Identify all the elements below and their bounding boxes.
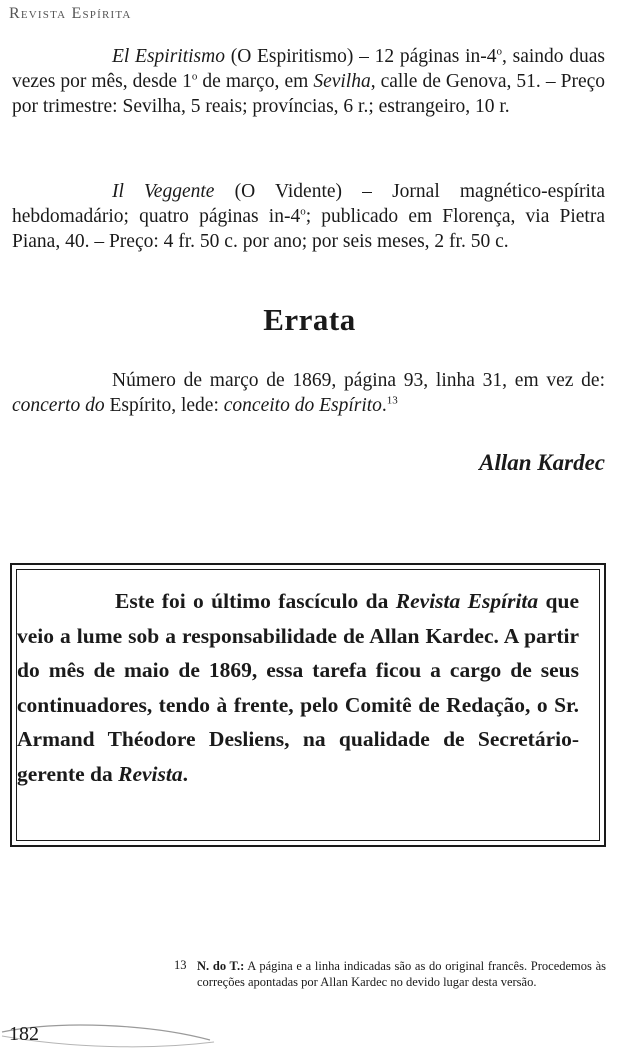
signature: Allan Kardec [479, 450, 605, 475]
page-number: 182 [9, 1023, 39, 1045]
listing-il-veggente: Il Veggente (O Vidente) – Jornal magnético-espírita hebdomadário; quatro páginas in-4$^o$; publicado em Florença, via Pietra Piana, 40. – Preço: 4 fr. 50 c. por ano; por seis meses, 2 fr. 50 c. [12, 181, 605, 252]
running-header: Revista Espírita [9, 5, 132, 22]
notice-text: Este foi o último fascículo da Revista Espírita que veio a lume sob a responsabilidade de Allan Kardec. A partir do mês de maio de 1869, essa tarefa ficou a cargo de seus continuadores, tendo à frente, pelo Comitê de Redação, o Sr. Armand Théodore Desliens, na qualidade de Secretário-gerente da Revista. [17, 589, 579, 786]
errata-heading: Errata [263, 302, 356, 337]
listing-el-espiritismo: El Espiritismo (O Espiritismo) – 12 páginas in-4$^o$, saindo duas vezes por mês, desde 1$^o$ de março, em Sevilha, calle de Genova, 51. – Preço por trimestre: Sevilha, 5 reais; províncias, 6 r.; estrangeiro, 10 r. [12, 45, 606, 117]
footnote-number: 13 [174, 958, 187, 972]
footnote-text: N. do T.: A página e a linha indicadas são as do original francês. Procedemos às correções apontadas por Allan Kardec no devido lugar desta versão. [197, 959, 607, 989]
errata-paragraph: Número de março de 1869, página 93, linha 31, em vez de: concerto do Espírito, lede: conceito do Espírito.$^{13}$ [12, 370, 605, 416]
publication-title: El Espiritismo [112, 46, 225, 67]
footnote-reference[interactable]: 13 [386, 394, 398, 407]
publication-title: Il Veggente [112, 181, 215, 202]
